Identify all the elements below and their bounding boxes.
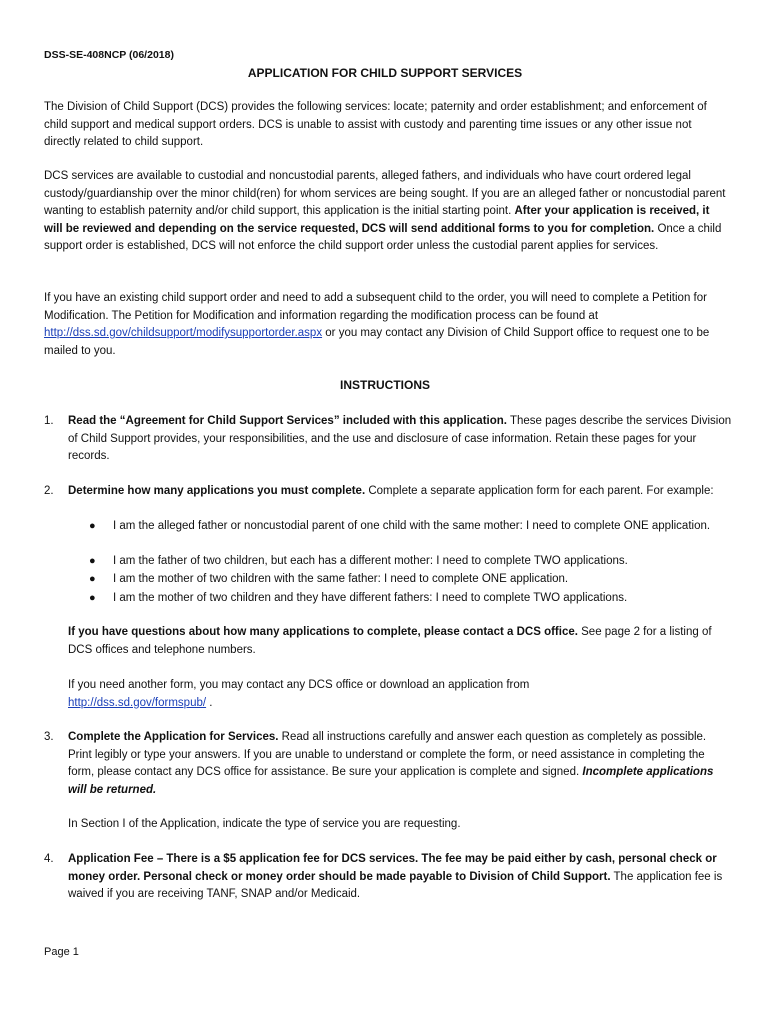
item-1-number: 1. xyxy=(44,415,54,427)
item-2-bold: Determine how many applications you must complete. xyxy=(68,485,366,497)
item-3-bold: Complete the Application for Services. xyxy=(68,731,279,743)
item-4-bold: Application Fee – There is a $5 application fee for DCS services. The fee may be paid either by cash, personal check or money order. Personal check or money order should be made payable to Division of Child Support. xyxy=(68,853,717,883)
intro-paragraph-1 xyxy=(44,99,730,152)
page-number: Page 1 xyxy=(44,946,79,958)
page-title: APPLICATION FOR CHILD SUPPORT SERVICES xyxy=(247,66,523,80)
item-3-number: 3. xyxy=(44,731,54,743)
intro-p2-bold: After your application is received, it will be reviewed and depending on the service requested, DCS will send additional forms to you for completion. xyxy=(44,205,710,235)
item-2 xyxy=(68,483,732,501)
instructions-heading: INSTRUCTIONS xyxy=(340,378,430,392)
bullet-icon: ● xyxy=(89,573,96,585)
item-3-section-note: In Section I of the Application, indicate the type of service you are requesting. xyxy=(68,818,461,830)
bullet-icon: ● xyxy=(89,520,96,532)
item-1-bold: Read the “Agreement for Child Support Services” included with this application. xyxy=(68,415,507,427)
item-2-form-note xyxy=(68,677,732,712)
item-1-text: These pages describe the services Division of Child Support provides, your responsibilities, and the use and disclosure of case information. Retain these pages for your records. xyxy=(68,415,732,462)
item-1 xyxy=(68,413,732,466)
intro-paragraph-3 xyxy=(44,290,730,360)
item-2-form-text: If you need another form, you may contact any DCS office or download an application from xyxy=(68,679,530,691)
list-item: I am the mother of two children and they have different fathers: I need to complete TWO applications. xyxy=(113,592,628,604)
item-4-text: The application fee is waived if you are receiving TANF, SNAP and/or Medicaid. xyxy=(68,870,723,900)
item-3-warning: Incomplete applications will be returned. xyxy=(68,766,714,796)
formspub-link[interactable]: http://dss.sd.gov/formspub/ xyxy=(68,696,207,709)
intro-p1-text: The Division of Child Support (DCS) provides the following services: locate; paternity and order establishment; and enforcement of child support and medical support orders. DCS is unable to assist with custody and parenting time issues or any other issue not directly related to child support. xyxy=(44,101,707,148)
item-2-number: 2. xyxy=(44,485,54,497)
intro-p3-text-a: If you have an existing child support order and need to add a subsequent child to the order, you will need to complete a Petition for Modification. The Petition for Modification and information regarding the modification process can be found at xyxy=(44,292,707,322)
intro-p3-text-b: or you may contact any Division of Child Support office to request one to be mailed to you. xyxy=(44,327,710,357)
item-2-note-bold: If you have questions about how many applications to complete, please contact a DCS office. xyxy=(68,626,578,638)
item-2-text: Complete a separate application form for each parent. For example: xyxy=(365,485,714,497)
intro-p2-text-a: DCS services are available to custodial and noncustodial parents, alleged fathers, and individuals who have court ordered legal custody/guardianship over the minor child(ren) for whom services are being sought. If you are an alleged father or noncustodial parent wanting to establish paternity and/or child support, this application is the initial starting point. xyxy=(44,170,726,217)
item-4 xyxy=(68,851,732,904)
list-item: I am the alleged father or noncustodial parent of one child with the same mother: I need to complete ONE application. xyxy=(113,520,711,532)
item-4-number: 4. xyxy=(44,853,54,865)
item-3-text: Read all instructions carefully and answer each question as completely as possible. Print legibly or type your answers. If you are unable to understand or complete the form, or need assistance in completing the form, please contact any DCS office for assistance. Be sure your application is complete and signed. xyxy=(68,731,707,778)
bullet-icon: ● xyxy=(89,555,96,567)
item-2-note-text: See page 2 for a listing of DCS offices and telephone numbers. xyxy=(68,626,712,656)
list-item: I am the father of two children, but each has a different mother: I need to complete TWO applications. xyxy=(113,555,628,567)
item-2-form-end: . xyxy=(206,696,213,709)
item-2-note xyxy=(68,624,732,659)
list-item: I am the mother of two children with the same father: I need to complete ONE application. xyxy=(113,573,569,585)
bullet-icon: ● xyxy=(89,592,96,604)
intro-p2-text-b: Once a child support order is established, DCS will not enforce the child support order unless the custodial parent applies for services. xyxy=(44,222,722,252)
item-3 xyxy=(68,729,732,799)
intro-paragraph-2 xyxy=(44,168,730,256)
modify-support-order-link[interactable]: http://dss.sd.gov/childsupport/modifysupportorder.aspx xyxy=(44,327,323,339)
form-number: DSS-SE-408NCP (06/2018) xyxy=(44,49,174,61)
